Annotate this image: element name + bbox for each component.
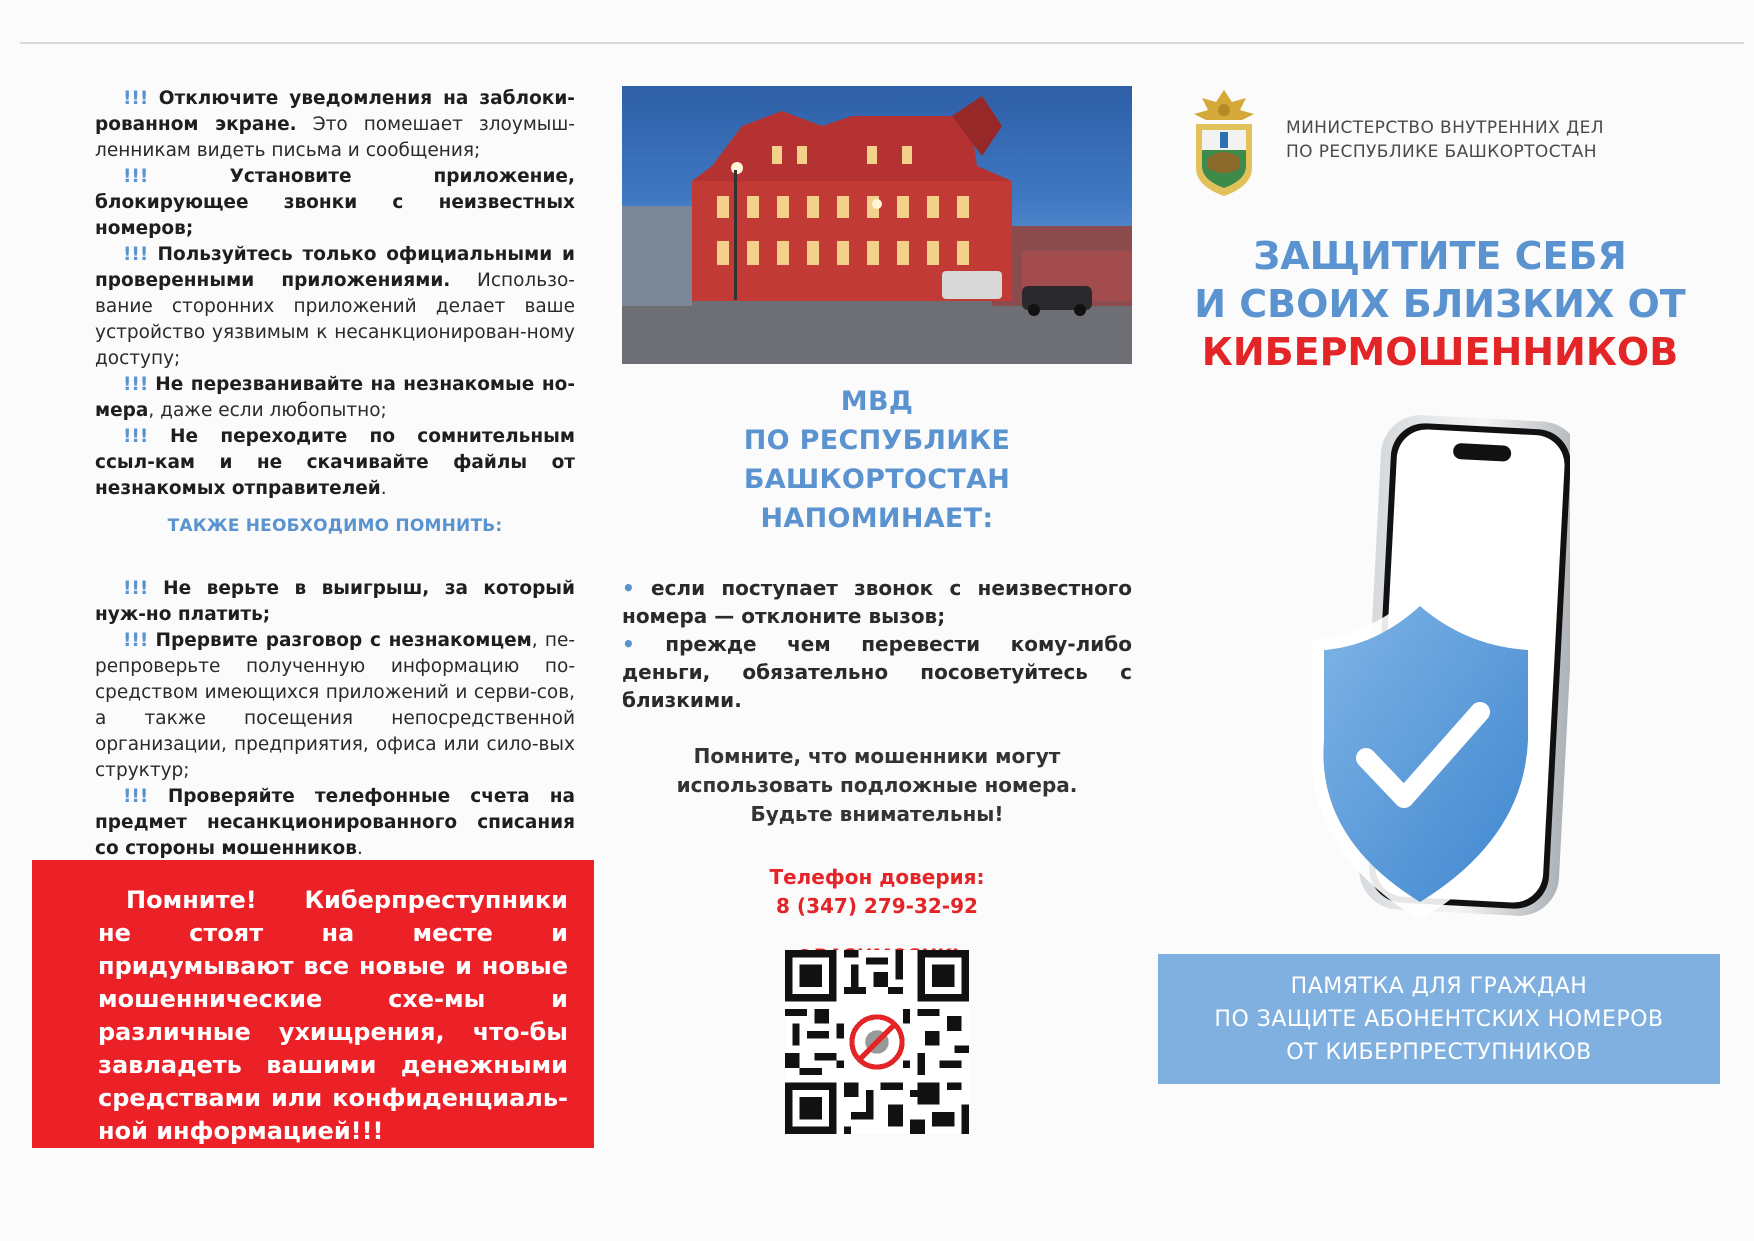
warning-box: [32, 860, 594, 1148]
memo-line-2: ПО ЗАЩИТЕ АБОНЕНТСКИХ НОМЕРОВ: [1214, 1007, 1664, 1032]
bullet-item: [622, 630, 1132, 714]
headline-line-2: И СВОИХ БЛИЗКИХ ОТ: [1194, 282, 1686, 326]
tips-list: [95, 86, 575, 502]
exclamation-mark: !!!: [123, 578, 149, 599]
exclamation-mark: !!!: [123, 786, 149, 807]
tip-bold-text: Прервите разговор с незнакомцем: [155, 630, 532, 651]
smartphone-shield-check-icon: [1310, 410, 1570, 1010]
ministry-line-2: ПО РЕСПУБЛИКЕ БАШКОРТОСТАН: [1286, 142, 1597, 162]
headline-line-3: КИБЕРМОШЕННИКОВ: [1201, 330, 1679, 374]
exclamation-mark: !!!: [123, 426, 149, 447]
tip-rest-text: Использо-вание сторонних приложений делает ваше устройство уязвимым к несанкционирован-ному доступу;: [95, 270, 575, 369]
police-emblem-icon: [1186, 88, 1262, 200]
remember-line-3: Будьте внимательны!: [750, 802, 1004, 826]
bullet-text: прежде чем перевести кому-либо деньги, обязательно посоветуйтесь с близкими.: [622, 632, 1132, 712]
also-remember-heading: ТАКЖЕ НЕОБХОДИМО ПОМНИТЬ:: [167, 516, 503, 536]
ministry-line-1: МИНИСТЕРСТВО ВНУТРЕННИХ ДЕЛ: [1286, 118, 1604, 138]
hotline-number: 8 (347) 279-32-92: [776, 894, 978, 918]
tip-bold-text: Установите приложение, блокирующее звонки с неизвестных номеров;: [95, 166, 575, 239]
tip-item: [95, 784, 575, 862]
tip-item: [95, 86, 575, 164]
remember-line-1: Помните, что мошенники могут: [693, 744, 1061, 768]
left-column: [95, 86, 575, 862]
exclamation-mark: !!!: [123, 630, 149, 651]
bullet-item: [622, 574, 1132, 630]
tip-bold-text: Не верьте в выигрыш, за который нуж-но платить;: [95, 578, 575, 625]
exclamation-mark: !!!: [123, 374, 149, 395]
ministry-name: [1286, 116, 1604, 164]
exclamation-mark: !!!: [123, 166, 149, 187]
tip-item: [95, 424, 575, 502]
title-line-2: ПО РЕСПУБЛИКЕ БАШКОРТОСТАН: [743, 425, 1011, 495]
bullet-dot: •: [622, 576, 635, 600]
tip-bold-text: Отключите уведомления на заблоки-рованном экране.: [95, 88, 575, 135]
headline-line-1: ЗАЩИТИТЕ СЕБЯ: [1253, 234, 1627, 278]
remember-note: [622, 742, 1132, 829]
memo-box: [1158, 954, 1720, 1084]
tip-item: [95, 372, 575, 424]
hotline-label: Телефон доверия:: [769, 865, 985, 889]
middle-column: [622, 86, 1132, 967]
title-line-3: НАПОМИНАЕТ:: [760, 503, 994, 534]
tip-item: [95, 576, 575, 628]
tip-bold-text: Не перезванивайте на незнакомые но-мера: [95, 374, 575, 421]
memo-line-3: ОТ КИБЕРПРЕСТУПНИКОВ: [1286, 1040, 1592, 1065]
warning-text: Помните! Киберпреступники не стоят на месте и придумывают все новые и новые мошеннические схе-мы и различные ухищрения, что-бы завладеть вашими денежными средствами или конфиденциаль-ной информацией!!!: [98, 886, 568, 1145]
tip-rest-text: Это помешает злоумыш-ленникам видеть письма и сообщения;: [95, 114, 575, 161]
building-photo: [622, 86, 1132, 364]
tip-item: [95, 242, 575, 372]
qr-code: [785, 950, 969, 1134]
remember-line-2: использовать подложные номера.: [676, 773, 1078, 797]
tip-bold-text: Проверяйте телефонные счета на предмет несанкционированного списания со стороны мошенников: [95, 786, 575, 859]
tip-bold-text: Пользуйтесь только официальными и проверенными приложениями.: [95, 244, 575, 291]
fold-line: [20, 42, 1744, 44]
tip-rest-text: , даже если любопытно;: [148, 400, 387, 421]
tip-rest-text: .: [380, 478, 387, 499]
tip-item: [95, 164, 575, 242]
tip-rest-text: , пе-репроверьте полученную информацию по-средством имеющихся приложений и серви-сов, а также посещения непосредственной организации, предприятия, офиса или сило-вых структур;: [95, 630, 575, 781]
memo-line-1: ПАМЯТКА ДЛЯ ГРАЖДАН: [1290, 974, 1588, 999]
tip-item: [95, 628, 575, 784]
exclamation-mark: !!!: [123, 88, 149, 109]
hotline: [622, 863, 1132, 921]
tip-rest-text: .: [356, 838, 363, 859]
mvd-reminds-title: [622, 382, 1132, 538]
exclamation-mark: !!!: [123, 244, 149, 265]
advice-bullets: [622, 574, 1132, 714]
building-photo-illustration: [622, 86, 1132, 364]
title-line-1: МВД: [840, 386, 914, 417]
bullet-dot: •: [622, 632, 635, 656]
tips-list-2: [95, 576, 575, 862]
bullet-text: если поступает звонок с неизвестного номера — отклоните вызов;: [622, 576, 1132, 628]
tip-bold-text: Не переходите по сомнительным ссыл-кам и не скачивайте файлы от незнакомых отправителей: [95, 426, 575, 499]
main-headline: [1160, 232, 1720, 376]
